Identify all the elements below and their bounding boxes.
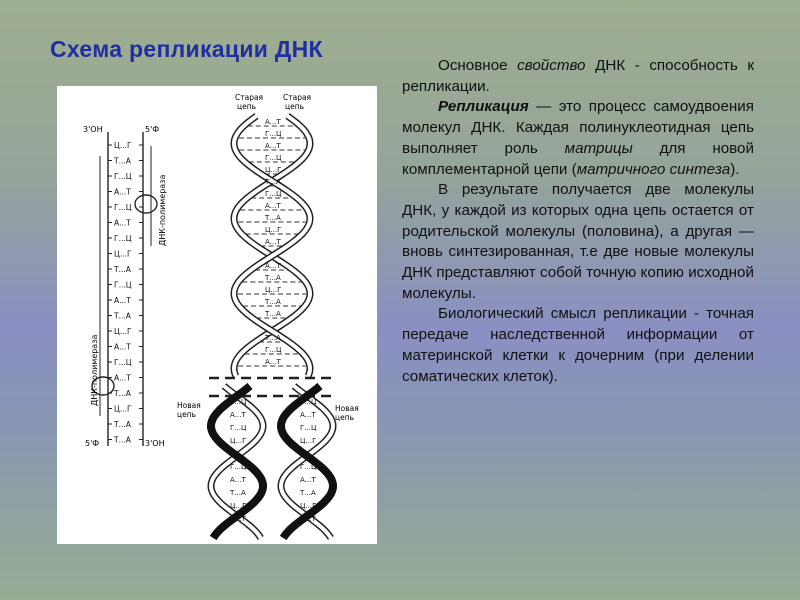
daughter-pair-label: Г...Ц [300, 424, 317, 432]
helix-pair-label: Ц...Г [265, 286, 282, 294]
replication-diagram [57, 86, 377, 544]
base-pair-label: Т...А [114, 265, 131, 274]
helix-pair-label: А...Т [265, 142, 281, 150]
daughter-pair-label: Г...Ц [230, 398, 247, 406]
polymerase-label-top: ДНК-полимераза [158, 174, 167, 246]
daughter-pair-label: Г...Ц [230, 463, 247, 471]
base-pair-label: Г...Ц [114, 280, 132, 290]
base-pair-label: Т...А [114, 420, 131, 429]
base-pair-label: Ц...Г [114, 327, 132, 336]
base-pair-label: Г...Ц [114, 234, 132, 243]
paragraph-4: Биологический смысл репликации - точная передаче наследственной информации от материнской клетки к дочерним (при делении соматических клеток). [402, 305, 754, 385]
daughter-pair-label: А...Т [230, 476, 246, 484]
end-5f-top: 5'Ф [145, 125, 160, 134]
helix-pair-label: А...Т [265, 238, 281, 246]
helix-pair-label: Т...А [265, 334, 281, 342]
paragraph-1: Основное свойство ДНК - способность к репликации. [402, 57, 754, 95]
end-5f-bottom: 5'Ф [85, 439, 100, 448]
daughter-pair-label: А...Т [300, 411, 316, 419]
base-pair-label: Т...А [114, 311, 131, 321]
daughter-pair-label: А...Т [300, 515, 316, 523]
dna-replication-svg [57, 86, 377, 544]
daughter-pair-label: А...Т [230, 515, 246, 523]
base-pair-label: Ц...Г [114, 141, 132, 150]
base-pair-label: Т...А [114, 435, 131, 445]
paragraph-3: В результате получается две молекулы ДНК, у каждой из которых одна цепь остается от родительской молекулы (половина), а другая — вновь синтезированная, т.е две новые молекулы ДНК представляют собой точную копию исходной молекулы. [402, 181, 754, 302]
helix-pair-label: А...Т [265, 118, 281, 126]
base-pair-label: А...Т [114, 296, 131, 305]
paragraph-2: Репликация — это процесс самоудвоения молекул ДНК. Каждая полинуклеотидная цепь выполняет роль матрицы для новой комплементарной цепи (матричного синтеза). [402, 98, 754, 178]
slide-title: Схема репликации ДНК [50, 36, 323, 62]
base-pair-label: А...Т [114, 218, 131, 228]
helix-pair-label: Г...Ц [265, 154, 282, 162]
new-chain-right-label: Новая цепь [335, 404, 359, 422]
description-text [402, 56, 754, 387]
base-pair-label: А...Т [114, 373, 131, 383]
helix-pair-label: Г...Ц [265, 346, 282, 354]
daughter-pair-label: А...Т [300, 476, 316, 484]
helix-pair-label: Т...А [265, 310, 281, 318]
daughter-pair-label: А...Т [230, 411, 246, 419]
base-pair-label: Ц...Г [114, 249, 132, 259]
daughter-pair-label: Г...Ц [300, 463, 317, 471]
helix-pair-label: Т...А [265, 274, 281, 282]
daughter-pair-label: Т...А [230, 489, 246, 497]
base-pair-label: Т...А [114, 156, 131, 166]
daughter-pair-label: Ц...Г [230, 502, 247, 510]
helix-pair-label: А...Т [265, 202, 281, 210]
polymerase-label-bottom: ДНК-полимераза [90, 334, 99, 406]
old-chain-label-2: Старая цепь [283, 93, 312, 111]
helix-pair-label: Т...А [265, 178, 281, 186]
base-pair-label: Г...Ц [114, 172, 132, 181]
base-pair-label: Т...А [114, 389, 131, 398]
daughter-pair-label: Г...Ц [300, 398, 317, 406]
new-chain-left-label: Новая цепь [177, 401, 201, 419]
base-pair-label: Г...Ц [114, 358, 132, 367]
base-pair-label: А...Т [114, 342, 131, 352]
helix-pair-label: А...Т [265, 262, 281, 270]
helix-pair-label: Т...А [265, 214, 281, 222]
helix-pair-label: Г...Ц [265, 130, 282, 138]
helix-pair-label: А...Т [265, 358, 281, 366]
daughter-pair-label: Ц...Г [300, 437, 317, 445]
daughter-pair-label: Ц...Г [230, 437, 247, 445]
polymerase-top-circle [135, 195, 157, 213]
helix-pair-label: Г...Ц [265, 190, 282, 198]
daughter-pair-label: Ц...Г [300, 502, 317, 510]
daughter-pair-label: Г...Ц [230, 424, 247, 432]
base-pair-label: Ц...Г [114, 404, 132, 414]
daughter-pair-label: Т...А [300, 489, 316, 497]
old-chain-label-1: Старая цепь [235, 93, 264, 111]
end-3oh-bottom: 3'ОН [145, 439, 165, 448]
helix-pair-label: Т...А [265, 298, 281, 306]
end-3oh-top: 3'ОН [83, 125, 103, 134]
base-pair-label: А...Т [114, 187, 131, 197]
helix-pair-label: Ц...Г [265, 226, 282, 234]
helix-pair-label: Ц...Г [265, 166, 282, 174]
base-pair-label: Г...Ц [114, 203, 132, 212]
